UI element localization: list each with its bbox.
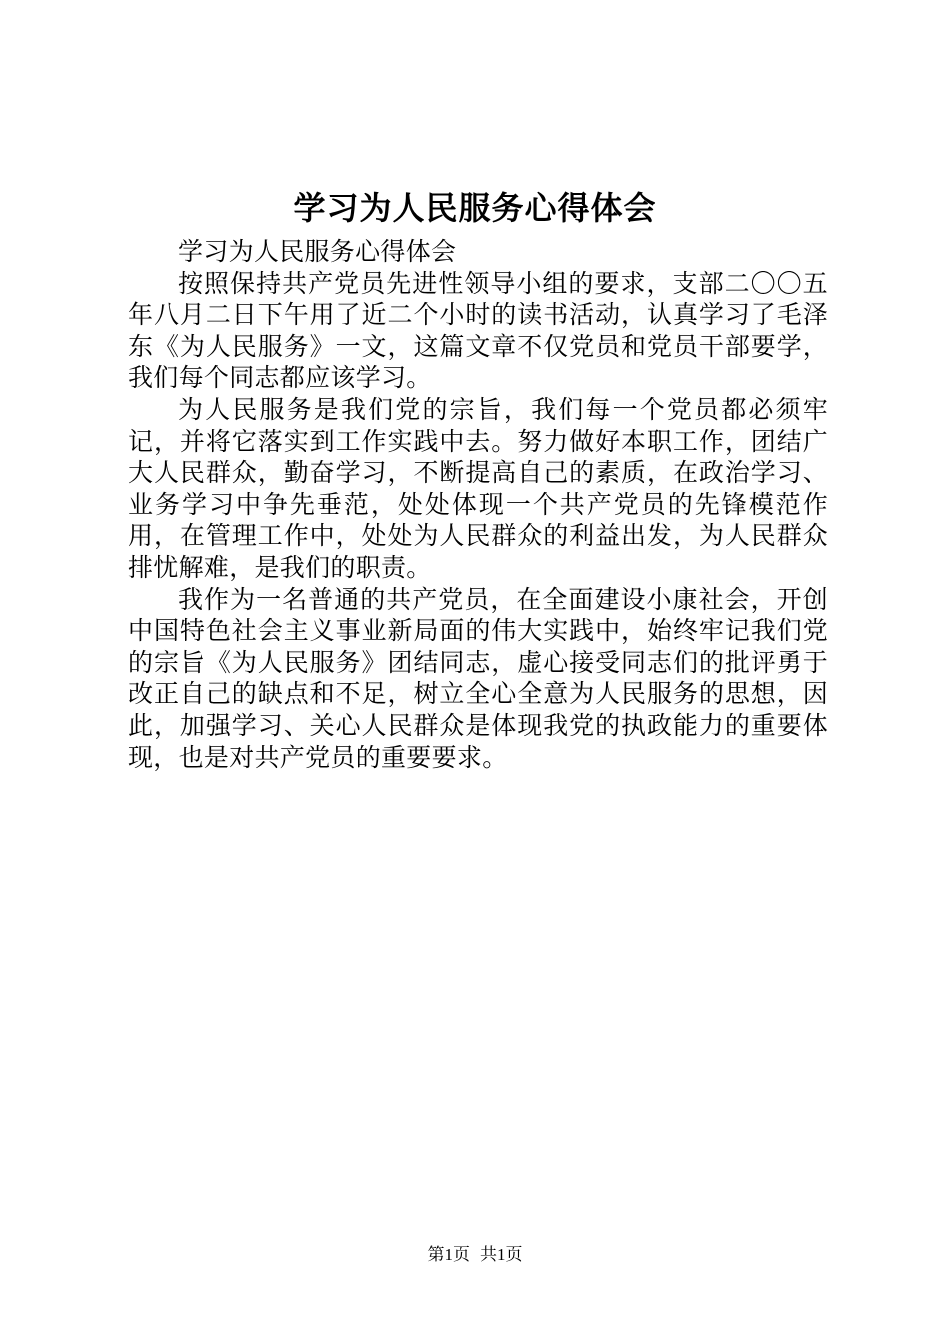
body-subtitle: 学习为人民服务心得体会 <box>178 237 457 266</box>
body-paragraph-2: 为人民服务是我们党的宗旨，我们每一个党员都必须牢记，并将它落实到工作实践中去。努力做好本职工作，团结广大人民群众，勤奋学习，不断提高自己的素质，在政治学习、业务学习中争先垂范，处处体现一个共产党员的先锋模范作用，在管理工作中，处处为人民群众的利益出发，为人民群众排忧解难，是我们的职责。 <box>128 394 828 582</box>
body-paragraph-1: 按照保持共产党员先进性领导小组的要求，支部二〇〇五年八月二日下午用了近二个小时的读书活动，认真学习了毛泽东《为人民服务》一文，这篇文章不仅党员和党员干部要学，我们每个同志都应该学习。 <box>128 268 828 393</box>
page-footer <box>0 1244 950 1266</box>
page-number: 第1页 <box>427 1245 470 1264</box>
page-total: 共1页 <box>480 1245 523 1264</box>
document-body <box>128 236 828 773</box>
body-paragraph-3: 我作为一名普通的共产党员，在全面建设小康社会，开创中国特色社会主义事业新局面的伟大实践中，始终牢记我们党的宗旨《为人民服务》团结同志，虚心接受同志们的批评勇于改正自己的缺点和不足，树立全心全意为人民服务的思想，因此，加强学习、关心人民群众是体现我党的执政能力的重要体现，也是对共产党员的重要要求。 <box>128 584 828 772</box>
document-title: 学习为人民服务心得体会 <box>293 189 657 227</box>
